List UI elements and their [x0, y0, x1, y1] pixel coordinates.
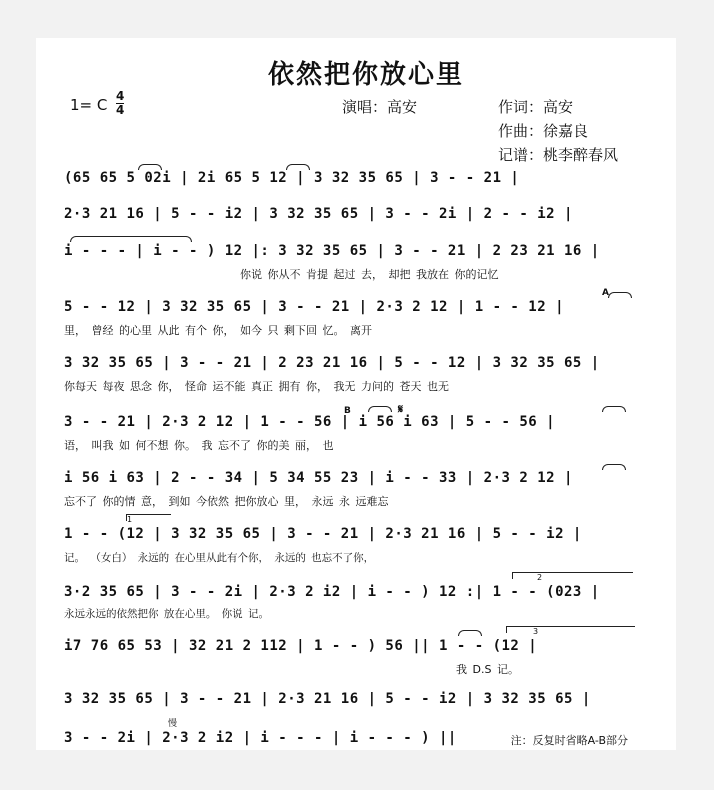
mark-b: B — [344, 406, 351, 416]
lyricist-credit: 作词：高安 — [498, 98, 574, 116]
lyric-row-5: 忘不了 你的情 意， 到如 今依然 把你放心 里， 永远 永 远难忘 — [64, 495, 389, 508]
lyric-row-1: 你说 你从不 肯提 起过 去， 却把 我放在 你的记忆 — [240, 268, 499, 281]
slow-mark: 慢 — [168, 719, 178, 729]
volta-3-label: 3 — [533, 627, 539, 636]
lyric-row-7: 永远永远的依然把你 放在心里。 你说 记。 — [64, 608, 270, 620]
key-signature: 1= C — [70, 96, 108, 114]
volta-2-label: 2 — [537, 573, 543, 582]
tie-6 — [602, 406, 626, 412]
lyric-row-2: 里， 曾经 的心里 从此 有个 你， 如今 只 剩下回 忆。 离开 — [64, 324, 372, 337]
score-row-9: 3·2 35 65 | 3 - - 2i | 2·3 2 i2 | i - - ) 12 :| 1 - - (023 | — [64, 584, 600, 600]
score-row-11: 3 32 35 65 | 3 - - 21 | 2·3 21 16 | 5 - - i2 | 3 32 35 65 | — [64, 691, 591, 707]
transcriber-credit: 记谱：桃李醉春风 — [498, 146, 619, 164]
mark-a: A — [602, 288, 609, 298]
time-signature-bottom: 4 — [116, 103, 125, 117]
tie-1 — [138, 164, 162, 170]
singer-credit: 演唱：高安 — [342, 98, 418, 116]
repeat-note: 注：反复时省略A-B部分 — [510, 734, 628, 747]
score-row-4: 5 - - 12 | 3 32 35 65 | 3 - - 21 | 2·3 2 12 | 1 - - 12 | — [64, 299, 565, 315]
tie-7 — [602, 464, 626, 470]
score-row-10: i7 76 65 53 | 32 21 2 112 | 1 - - ) 56 || 1 - - (12 | — [64, 638, 538, 654]
score-row-5: 3 32 35 65 | 3 - - 21 | 2 23 21 16 | 5 - - 12 | 3 32 35 65 | — [64, 355, 600, 371]
score-row-8: 1 - - (12 | 3 32 35 65 | 3 - - 21 | 2·3 21 16 | 5 - - i2 | — [64, 526, 582, 542]
lyric-row-3: 你每天 每夜 思念 你， 怪命 运不能 真正 拥有 你， 我无 力问的 苍天 也无 — [64, 380, 449, 393]
score-row-2: 2·3 21 16 | 5 - - i2 | 3 32 35 65 | 3 - - 2i | 2 - - i2 | — [64, 206, 573, 222]
tie-8 — [458, 630, 482, 636]
score-row-3: i - - - | i - - ) 12 |: 3 32 35 65 | 3 - - 21 | 2 23 21 16 | — [64, 243, 600, 259]
score-row-12: 3 - - 2i | 2·3 2 i2 | i - - - | i - - - ) || — [64, 730, 457, 746]
segno-mark: 𝄋 — [398, 402, 404, 416]
volta-2-bracket — [512, 572, 633, 582]
time-signature — [116, 90, 124, 117]
lyric-row-8: 我 D.S 记。 — [456, 663, 519, 676]
volta-1-bracket — [126, 514, 171, 524]
song-title: 依然把你放心里 — [268, 60, 465, 90]
tie-3 — [70, 236, 192, 242]
volta-3-bracket — [506, 626, 635, 636]
lyric-row-6: 记。 （女白） 永远的 在心里从此有个你， 永远的 也忘不了你， — [64, 552, 375, 564]
time-signature-top: 4 — [116, 89, 125, 103]
score-row-6: 3 - - 21 | 2·3 2 12 | 1 - - 56 | i 56 i 63 | 5 - - 56 | — [64, 414, 556, 430]
score-row-1: (65 65 5 02i | 2i 65 5 12 | 3 32 35 65 | 3 - - 21 | — [64, 170, 520, 186]
score-row-7: i 56 i 63 | 2 - - 34 | 5 34 55 23 | i - - 33 | 2·3 2 12 | — [64, 470, 573, 486]
tie-4 — [608, 292, 632, 298]
tie-5 — [368, 406, 392, 412]
volta-1-label: 1 — [127, 515, 133, 524]
tie-2 — [286, 164, 310, 170]
lyric-row-4: 语， 叫我 如 何不想 你。 我 忘不了 你的美 丽， 也 — [64, 439, 334, 452]
composer-credit: 作曲：徐嘉良 — [498, 122, 589, 140]
